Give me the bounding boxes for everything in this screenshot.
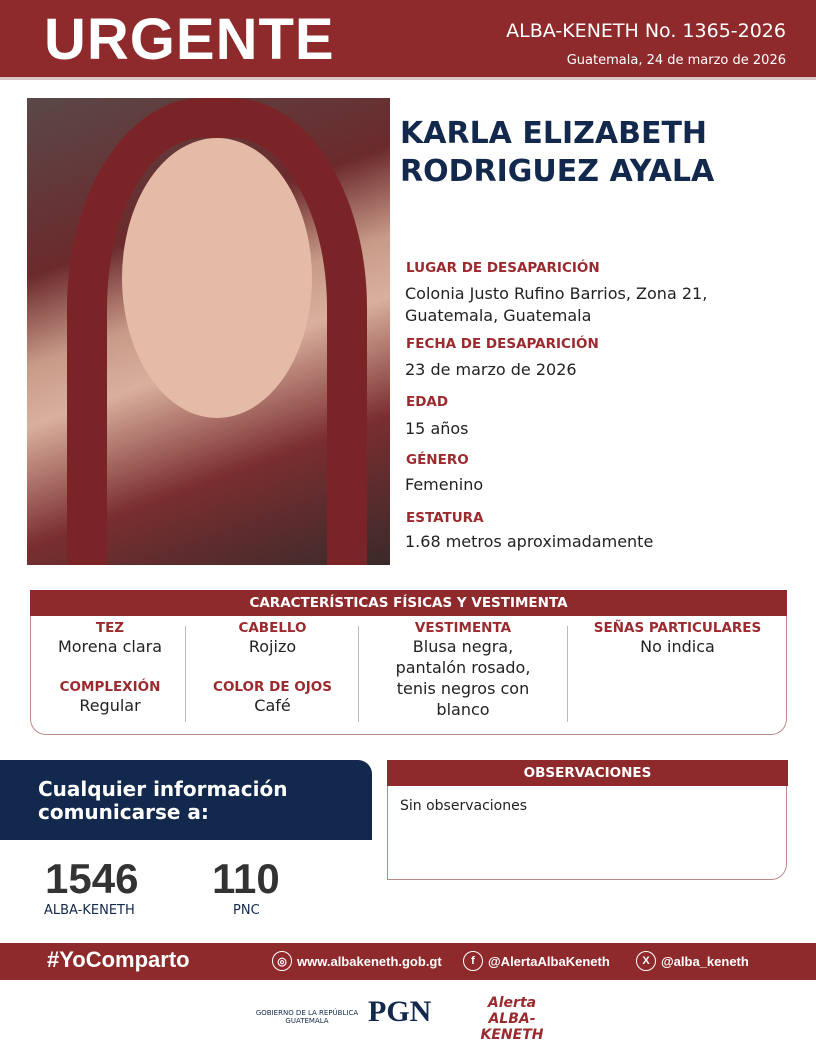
contact-box <box>0 760 372 840</box>
phone-number-pnc[interactable]: 110 <box>212 855 280 902</box>
divider <box>358 626 359 722</box>
location-value-2: Guatemala, Guatemala <box>405 306 592 325</box>
person-name <box>400 115 714 191</box>
marks-label: SEÑAS PARTICULARES <box>593 620 762 636</box>
date-value: 23 de marzo de 2026 <box>405 360 577 379</box>
divider <box>567 626 568 722</box>
gov-guatemala-logo: GOBIERNO DE LA REPÚBLICA GUATEMALA <box>255 1009 359 1025</box>
marks-value: No indica <box>640 637 715 656</box>
contact-line-1: Cualquier información <box>38 777 288 801</box>
phone-label-alba: ALBA-KENETH <box>44 903 135 918</box>
name-line-2: RODRIGUEZ AYALA <box>400 154 715 189</box>
complexion-value: Regular <box>79 696 141 715</box>
x-text: @alba_keneth <box>661 953 749 969</box>
clothing-line: blanco <box>436 700 490 719</box>
alert-date: Guatemala, 24 de marzo de 2026 <box>566 53 786 68</box>
facebook-text: @AlertaAlbaKeneth <box>488 953 610 969</box>
x-icon: X <box>636 951 656 971</box>
height-label: ESTATURA <box>406 510 484 526</box>
urgent-title: URGENTE <box>44 7 335 72</box>
age-label: EDAD <box>406 394 449 410</box>
observations-title: OBSERVACIONES <box>387 760 788 786</box>
height-value: 1.68 metros aproximadamente <box>405 532 654 551</box>
col-cabello <box>190 620 355 716</box>
contact-line-2: comunicarse a: <box>38 800 209 824</box>
hair-label: CABELLO <box>238 620 307 636</box>
clothing-line: tenis negros con <box>396 679 530 698</box>
pgn-logo: PGN <box>368 995 432 1028</box>
col-senas <box>570 620 785 657</box>
hair-value: Rojizo <box>248 637 297 656</box>
tez-label: TEZ <box>95 620 125 636</box>
alerta-alba-keneth-logo: Alerta ALBA-KENETH <box>480 995 544 1043</box>
gender-value: Femenino <box>405 475 484 494</box>
tez-value: Morena clara <box>57 637 163 656</box>
clothing-line: Blusa negra, <box>412 637 514 656</box>
clothing-line: pantalón rosado, <box>395 658 531 677</box>
col-vestimenta <box>362 620 564 720</box>
website-link[interactable] <box>272 951 442 971</box>
globe-icon: ◎ <box>272 951 292 971</box>
name-line-1: KARLA ELIZABETH <box>400 116 708 151</box>
complexion-label: COMPLEXIÓN <box>59 679 161 695</box>
characteristics-title: CARACTERÍSTICAS FÍSICAS Y VESTIMENTA <box>30 590 787 616</box>
location-label: LUGAR DE DESAPARICIÓN <box>406 260 600 276</box>
facebook-icon: f <box>463 951 483 971</box>
eyes-label: COLOR DE OJOS <box>213 679 332 695</box>
col-tez <box>40 620 180 716</box>
case-number: ALBA-KENETH No. 1365-2026 <box>506 20 786 42</box>
clothing-label: VESTIMENTA <box>414 620 512 636</box>
x-link[interactable] <box>636 951 749 971</box>
phone-number-alba[interactable]: 1546 <box>45 855 139 902</box>
missing-person-photo <box>27 98 390 565</box>
eyes-value: Café <box>254 696 291 715</box>
location-value: Colonia Justo Rufino Barrios, Zona 21, <box>405 284 708 303</box>
age-value: 15 años <box>405 419 469 438</box>
hashtag: #YoComparto <box>47 947 190 972</box>
facebook-link[interactable] <box>463 951 610 971</box>
website-text: www.albakeneth.gob.gt <box>297 953 442 969</box>
divider <box>185 626 186 722</box>
date-label: FECHA DE DESAPARICIÓN <box>406 336 599 352</box>
gender-label: GÉNERO <box>406 452 469 468</box>
observations-text: Sin observaciones <box>400 798 528 814</box>
phone-label-pnc: PNC <box>233 903 260 918</box>
